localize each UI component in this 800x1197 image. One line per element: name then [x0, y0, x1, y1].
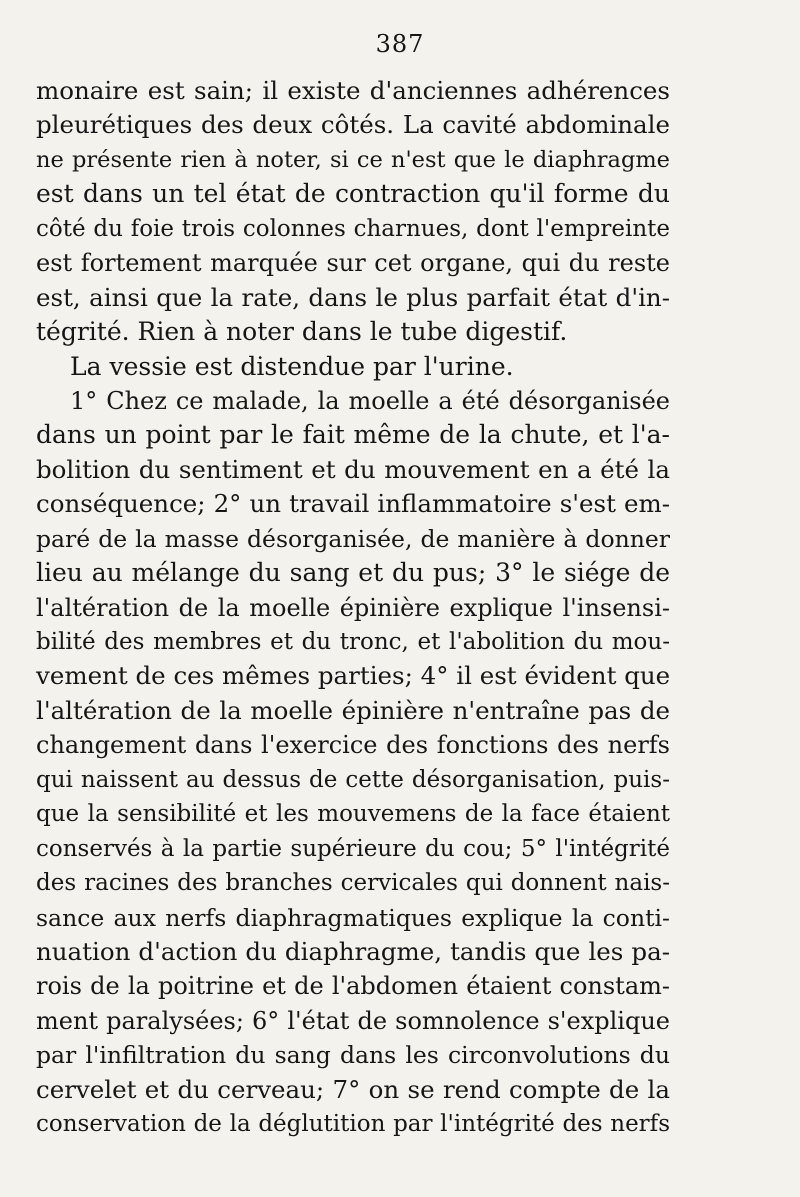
text-line: est fortement marquée sur cet organe, qui du reste: [36, 249, 670, 278]
text-line: côté du foie trois colonnes charnues, dont l'empreinte: [36, 215, 670, 242]
text-line: monaire est sain; il existe d'anciennes adhérences: [36, 76, 670, 105]
text-line: bolition du sentiment et du mouvement en a été la: [36, 454, 670, 484]
text-line: lieu au mélange du sang et du pus; 3° le siége de: [36, 558, 670, 588]
text-line: rois de la poitrine et de l'abdomen étaient constam-: [36, 972, 670, 1001]
text-line: ment paralysées; 6° l'état de somnolence s'explique: [36, 1006, 670, 1035]
body-text: [36, 74, 670, 1142]
text-line: que la sensibilité et les mouvemens de la face étaient: [36, 801, 670, 828]
text-line: par l'infiltration du sang dans les circonvolutions du: [36, 1041, 670, 1070]
text-line: qui naissent au dessus de cette désorganisation, puis-: [36, 766, 670, 793]
text-line: bilité des membres et du tronc, et l'abolition du mou-: [36, 629, 670, 655]
text-line: dans un point par le fait même de la chute, et l'a-: [36, 420, 670, 450]
text-line: conservés à la partie supérieure du cou; 5° l'intégrité: [36, 835, 670, 862]
text-line: ne présente rien à noter, si ce n'est que le diaphragme: [36, 146, 670, 173]
text-line: paré de la masse désorganisée, de manière à donner: [36, 524, 670, 553]
text-line: conséquence; 2° un travail inflammatoire s'est em-: [36, 489, 670, 519]
text-line: pleurétiques des deux côtés. La cavité abdominale: [36, 110, 670, 140]
text-line: est dans un tel état de contraction qu'il forme du: [36, 179, 670, 209]
text-line: nuation d'action du diaphragme, tandis que les pa-: [36, 936, 670, 966]
text-line: est, ainsi que la rate, dans le plus parfait état d'in-: [36, 282, 670, 312]
text-line: tégrité. Rien à noter dans le tube digestif.: [36, 317, 568, 347]
text-line: conservation de la déglutition par l'intégrité des nerfs: [36, 1111, 670, 1138]
text-line: cervelet et du cerveau; 7° on se rend compte de la: [36, 1074, 670, 1104]
text-line: des racines des branches cervicales qui donnent nais-: [36, 870, 670, 897]
text-line: vement de ces mêmes parties; 4° il est évident que: [36, 661, 671, 691]
page-number: 387: [375, 30, 425, 58]
text-line: sance aux nerfs diaphragmatiques explique la conti-: [36, 903, 670, 932]
text-line: l'altération de la moelle épinière n'entraîne pas de: [36, 695, 670, 725]
text-line: La vessie est distendue par l'urine.: [70, 351, 514, 381]
text-line: changement dans l'exercice des fonctions des nerfs: [36, 731, 670, 760]
text-line: l'altération de la moelle épinière explique l'insensi-: [36, 593, 670, 622]
text-line: 1° Chez ce malade, la moelle a été désorganisée: [70, 386, 670, 415]
